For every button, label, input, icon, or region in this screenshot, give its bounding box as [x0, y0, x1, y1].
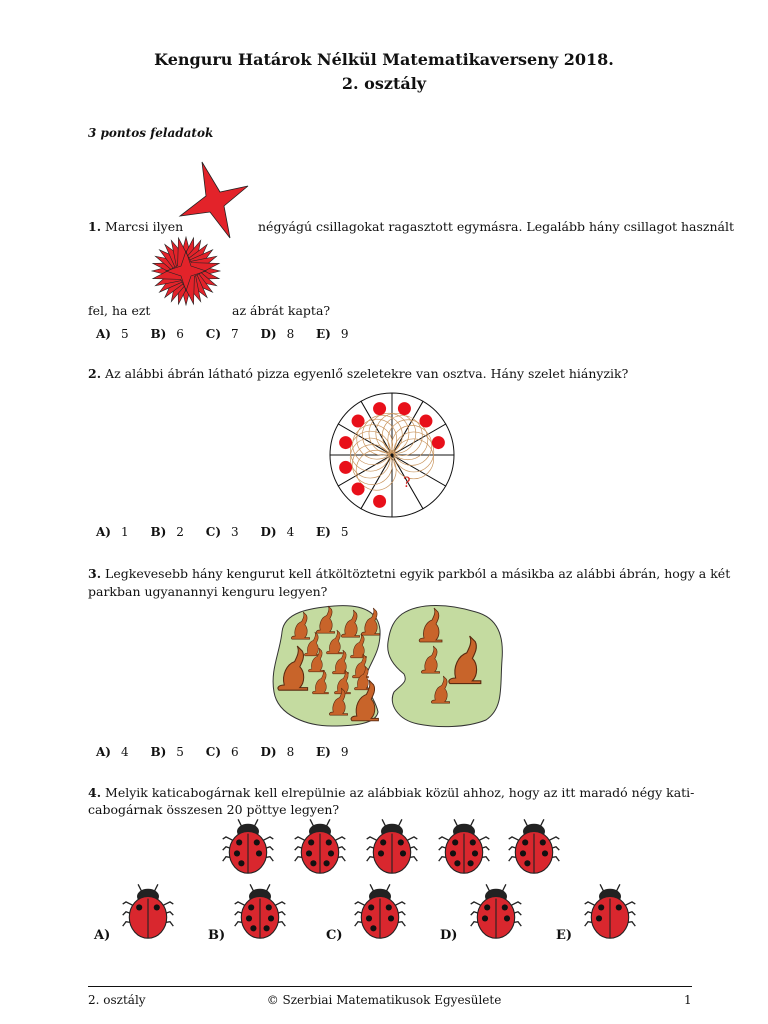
footer-center: © Szerbiai Matematikusok Egyesülete — [266, 993, 502, 1007]
q3-answer-a[interactable]: A) 4 — [96, 745, 129, 759]
ladybug-spot — [596, 915, 602, 921]
ladybug-options-figure — [118, 880, 658, 950]
q3-text-line1: 3. Legkevesebb hány kengurut kell átköltöztetni egyik parkból a másikba az alábbi ábrán, hogy a két — [88, 566, 731, 581]
q3-answers — [96, 745, 367, 759]
ladybug-spot — [454, 860, 460, 866]
q2-answer-c[interactable]: C) 3 — [205, 525, 239, 539]
footer-left: 2. osztály — [88, 993, 146, 1007]
ladybug-spot — [504, 915, 510, 921]
ladybug — [295, 819, 346, 873]
ladybug-spot — [388, 915, 394, 921]
ladybug-spot — [378, 850, 384, 856]
ladybug-spot — [502, 904, 508, 910]
q2-answers — [96, 525, 367, 539]
pizza-dot — [419, 415, 432, 428]
ladybug — [123, 884, 174, 938]
ladybug-spot — [520, 850, 526, 856]
ladybug-spot — [328, 850, 334, 856]
q2-answer-b[interactable]: B) 2 — [150, 525, 184, 539]
q4-option-a-label[interactable]: A) — [94, 928, 111, 943]
ladybug-spot — [452, 839, 458, 845]
ladybug-spot — [256, 850, 262, 856]
section-title: 3 pontos feladatok — [88, 126, 214, 140]
q1-text-part1: Marcsi ilyen — [105, 219, 184, 234]
q3-answer-b[interactable]: B) 5 — [150, 745, 184, 759]
q3-answer-e[interactable]: E) 9 — [316, 745, 349, 759]
ladybug — [367, 819, 418, 873]
q2-answer-a[interactable]: A) 1 — [96, 525, 129, 539]
right-park — [388, 606, 503, 727]
ladybug-spot — [386, 904, 392, 910]
page-title: Kenguru Határok Nélkül Matematikaverseny 2018. — [154, 50, 614, 69]
ladybug-spot — [380, 839, 386, 845]
ladybug-spot — [324, 860, 330, 866]
q2-answer-d[interactable]: D) 4 — [260, 525, 295, 539]
pizza-dot — [339, 461, 352, 474]
ladybug-spot — [482, 915, 488, 921]
ladybug-spot — [484, 904, 490, 910]
q1-answer-a[interactable]: A) 5 — [96, 327, 129, 341]
ladybug-spot — [310, 860, 316, 866]
q1-answer-c[interactable]: C) 7 — [205, 327, 239, 341]
q3-number: 3. — [88, 566, 102, 581]
missing-slice-question-mark: ? — [403, 475, 411, 491]
ladybug-spot — [472, 850, 478, 856]
pizza-figure — [322, 390, 462, 508]
q1-answers — [96, 327, 367, 341]
ladybug-spot — [522, 839, 528, 845]
four-pointed-star-figure — [176, 160, 256, 240]
ladybug-spot — [542, 850, 548, 856]
pizza-dot — [398, 402, 411, 415]
ladybug-spot — [306, 850, 312, 856]
q1-answer-e[interactable]: E) 9 — [316, 327, 349, 341]
q2-number: 2. — [88, 366, 102, 381]
q2-text: 2. Az alábbi ábrán látható pizza egyenlő szeletekre van osztva. Hány szelet hiányzik? — [88, 366, 629, 381]
ladybug-spot — [468, 860, 474, 866]
ladybug — [585, 884, 636, 938]
q1-number: 1. — [88, 219, 102, 234]
ladybug-spot — [254, 839, 260, 845]
q1-answer-d[interactable]: D) 8 — [260, 327, 295, 341]
ladybug — [439, 819, 490, 873]
ladybug-spot — [598, 904, 604, 910]
ladybug-spot — [470, 839, 476, 845]
ladybug-spot — [238, 860, 244, 866]
q4-text-line2: cabogárnak összesen 20 pöttye legyen? — [88, 802, 340, 817]
ladybug-spot — [266, 904, 272, 910]
pizza-dot — [339, 436, 352, 449]
ladybug-spot — [234, 850, 240, 856]
ladybug-spot — [326, 839, 332, 845]
kangaroo-parks-figure — [270, 600, 510, 730]
q1-text-a — [88, 219, 183, 234]
q3-answer-d[interactable]: D) 8 — [260, 745, 295, 759]
q2-answer-e[interactable]: E) 5 — [316, 525, 349, 539]
ladybug-spot — [268, 915, 274, 921]
ladybug-spot — [370, 925, 376, 931]
ladybug-group-figure — [218, 815, 558, 885]
ladybug-spot — [450, 850, 456, 856]
ladybug-spot — [366, 915, 372, 921]
ladybug-spot — [248, 904, 254, 910]
q3-text-line2: parkban ugyanannyi kenguru legyen? — [88, 584, 328, 599]
ladybug-spot — [398, 839, 404, 845]
ladybug — [235, 884, 286, 938]
ladybug-spot — [616, 904, 622, 910]
ladybug — [509, 819, 560, 873]
pizza-dot — [352, 415, 365, 428]
star-cluster-figure — [150, 235, 222, 307]
ladybug-spot — [400, 850, 406, 856]
pizza-dot — [432, 436, 445, 449]
ladybug-spot — [136, 904, 142, 910]
ladybug-spot — [368, 904, 374, 910]
ladybug — [355, 884, 406, 938]
footer-page-number: 1 — [684, 993, 692, 1007]
pizza-dot — [373, 402, 386, 415]
q4-option-e-label[interactable]: E) — [556, 928, 573, 943]
ladybug-spot — [246, 915, 252, 921]
ladybug-spot — [236, 839, 242, 845]
q1-answer-b[interactable]: B) 6 — [150, 327, 184, 341]
q1-text-part2: négyágú csillagokat ragasztott egymásra. Legalább hány csillagot használt — [258, 219, 734, 234]
ladybug-spot — [524, 860, 530, 866]
footer-divider — [88, 986, 692, 987]
q4-number: 4. — [88, 785, 102, 800]
ladybug — [471, 884, 522, 938]
ladybug-spot — [540, 839, 546, 845]
q4-option-c-label[interactable]: C) — [326, 928, 343, 943]
q4-text-line1: 4. Melyik katicabogárnak kell elrepülnie az alábbiak közül ahhoz, hogy az itt maradó négy kati- — [88, 785, 695, 800]
page-subtitle: 2. osztály — [341, 74, 427, 93]
q1-text-part4: az ábrát kapta? — [232, 303, 331, 318]
pizza-dot — [352, 482, 365, 495]
ladybug — [223, 819, 274, 873]
ladybug-spot — [308, 839, 314, 845]
ladybug-spot — [264, 925, 270, 931]
ladybug-spot — [154, 904, 160, 910]
q3-answer-c[interactable]: C) 6 — [205, 745, 239, 759]
q1-text-part3: fel, ha ezt — [88, 303, 151, 318]
ladybug-spot — [250, 925, 256, 931]
q4-option-d-label[interactable]: D) — [440, 928, 458, 943]
q4-option-b-label[interactable]: B) — [208, 928, 226, 943]
pizza-dot — [373, 495, 386, 508]
